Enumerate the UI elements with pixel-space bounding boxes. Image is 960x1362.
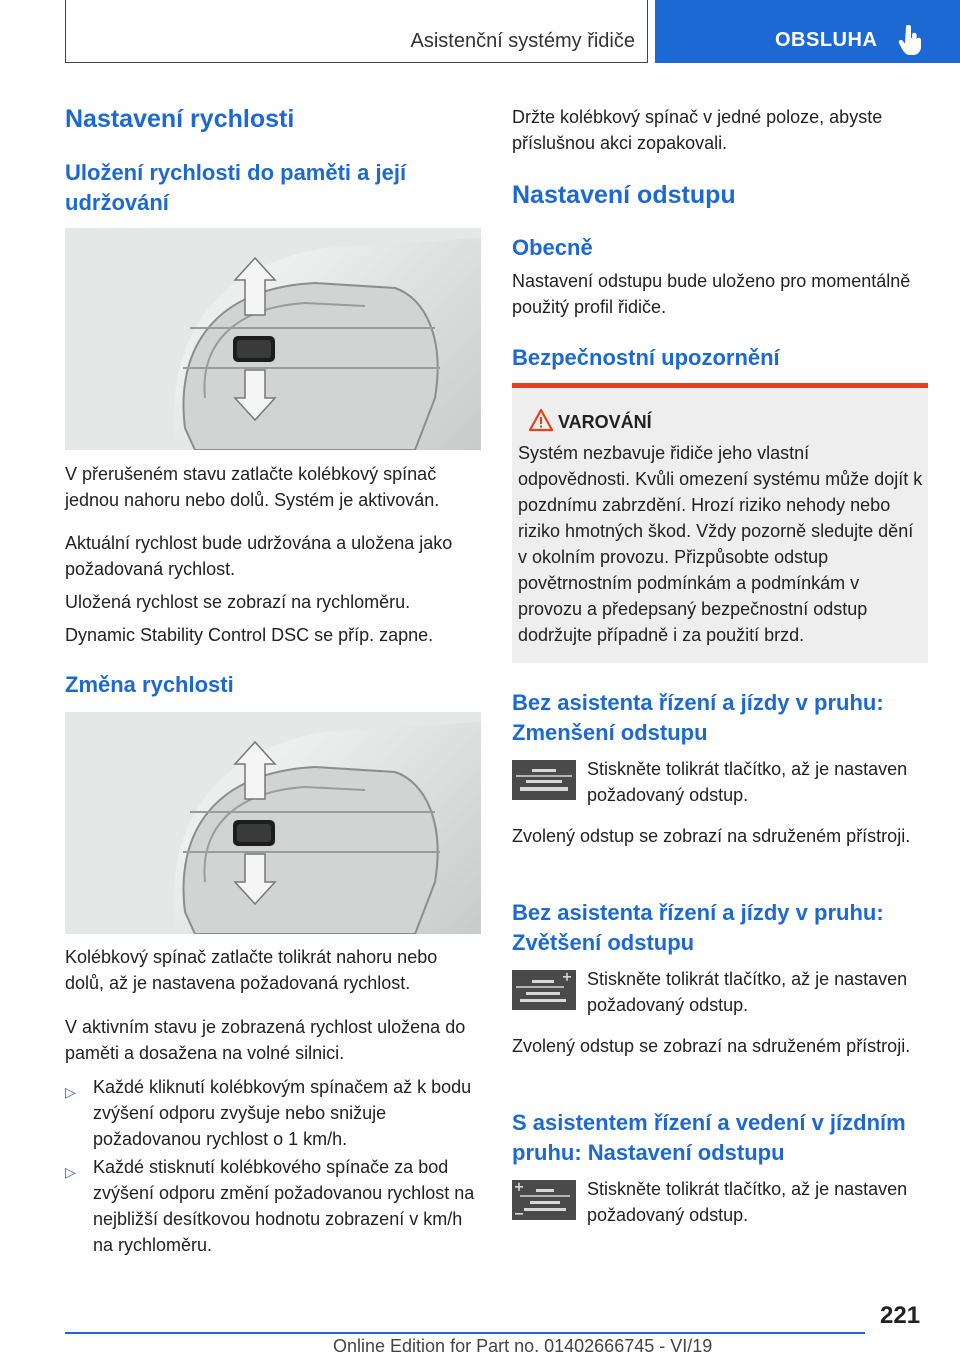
heading-change-speed: Změna rychlosti [65,672,234,697]
heading-distance-setting: Nastavení odstupu [512,181,736,209]
rocker-switch-illustration [65,228,481,450]
pointing-hand-icon [898,25,924,55]
heading-assist-distance: S asistentem řízení a vedení v jízdním pruhu: Nastavení odstupu [512,1110,906,1165]
bullet-triangle-icon: ▷ [65,1084,76,1100]
list-item: ▷ Každé stisknutí kolébkového spínače za bod zvýšení odporu změní požadovanou rychlost na nejbližší desítkovou hodnotu zobrazení v km/h na rychloměru. [65,1157,475,1255]
paragraph-press-rocker: Kolébkový spínač zatlačte tolikrát nahoru nebo dolů, až je nastavena požadovaná rychlost. [65,947,438,993]
paragraph-shown-1: Zvolený odstup se zobrazí na sdruženém přístroji. [512,826,911,846]
distance-decrease-icon [512,760,576,800]
paragraph-press-button-2: Stiskněte tolikrát tlačítko, až je nastaven požadovaný odstup. [587,969,908,1015]
footer-divider [65,1332,865,1334]
rocker-switch-illustration-2 [65,712,481,934]
paragraph-shown-2: Zvolený odstup se zobrazí na sdruženém přístroji. [512,1036,911,1056]
header-section-tab [65,0,648,63]
header-section-title: Asistenční systémy řidiče [410,30,635,52]
paragraph-hold-rocker: Držte kolébkový spínač v jedné poloze, abyste příslušnou akci zopakovali. [512,107,883,153]
heading-decrease-distance: Bez asistenta řízení a jízdy v pruhu: Zmenšení odstupu [512,690,884,745]
heading-increase-distance: Bez asistenta řízení a jízdy v pruhu: Zvětšení odstupu [512,900,884,955]
paragraph-active-state: V aktivním stavu je zobrazená rychlost uložena do paměti a dosažena na volné silnici. [65,1017,466,1063]
heading-speed-setting: Nastavení rychlosti [65,105,295,133]
heading-store-speed: Uložení rychlosti do paměti a její udržování [65,160,407,215]
paragraph-activate: V přerušeném stavu zatlačte kolébkový spínač jednou nahoru nebo dolů. Systém je aktivován. [65,464,440,510]
paragraph-current-speed: Aktuální rychlost bude udržována a uložena jako požadovaná rychlost. [65,533,453,579]
paragraph-dsc: Dynamic Stability Control DSC se příp. zapne. [65,625,434,645]
heading-safety-notes: Bezpečnostní upozornění [512,345,780,370]
distance-adjust-icon [512,1180,576,1220]
distance-increase-icon [512,970,576,1010]
paragraph-press-button-1: Stiskněte tolikrát tlačítko, až je nastaven požadovaný odstup. [587,759,908,805]
paragraph-speedometer: Uložená rychlost se zobrazí na rychloměru. [65,592,411,612]
warning-triangle-icon [528,408,554,432]
warning-box [512,388,928,663]
bullet-triangle-icon: ▷ [65,1164,76,1180]
list-item: ▷ Každé kliknutí kolébkovým spínačem až k bodu zvýšení odporu zvyšuje nebo snižuje požadovanou rychlost o 1 km/h. [65,1077,472,1149]
steering-wheel-photo-1 [65,228,481,450]
header-chapter-tab [655,0,960,63]
paragraph-driver-profile: Nastavení odstupu bude uloženo pro momentálně použitý profil řidiče. [512,271,911,317]
steering-wheel-photo-2 [65,712,481,934]
heading-general: Obecně [512,235,593,260]
warning-title: VAROVÁNÍ [558,412,652,432]
warning-text: Systém nezbavuje řidiče jeho vlastní odpovědnosti. Kvůli omezení systému může dojít k pozdnímu zabrzdění. Hrozí riziko nehody nebo riziko hmotných škod. Vždy pozorně sledujte dění v okolním provozu. Přizpůsobte odstup povětrnostním podmínkám a podmínkám v provozu a předepsaný bezpečnostní odstup dodržujte případně i za použití brzd. [518,443,923,645]
paragraph-press-button-3: Stiskněte tolikrát tlačítko, až je nastaven požadovaný odstup. [587,1179,908,1225]
edition-note: Online Edition for Part no. 01402666745 - VI/19 [333,1336,713,1356]
page-number: 221 [880,1302,921,1329]
header-chapter-title: OBSLUHA [775,29,878,51]
